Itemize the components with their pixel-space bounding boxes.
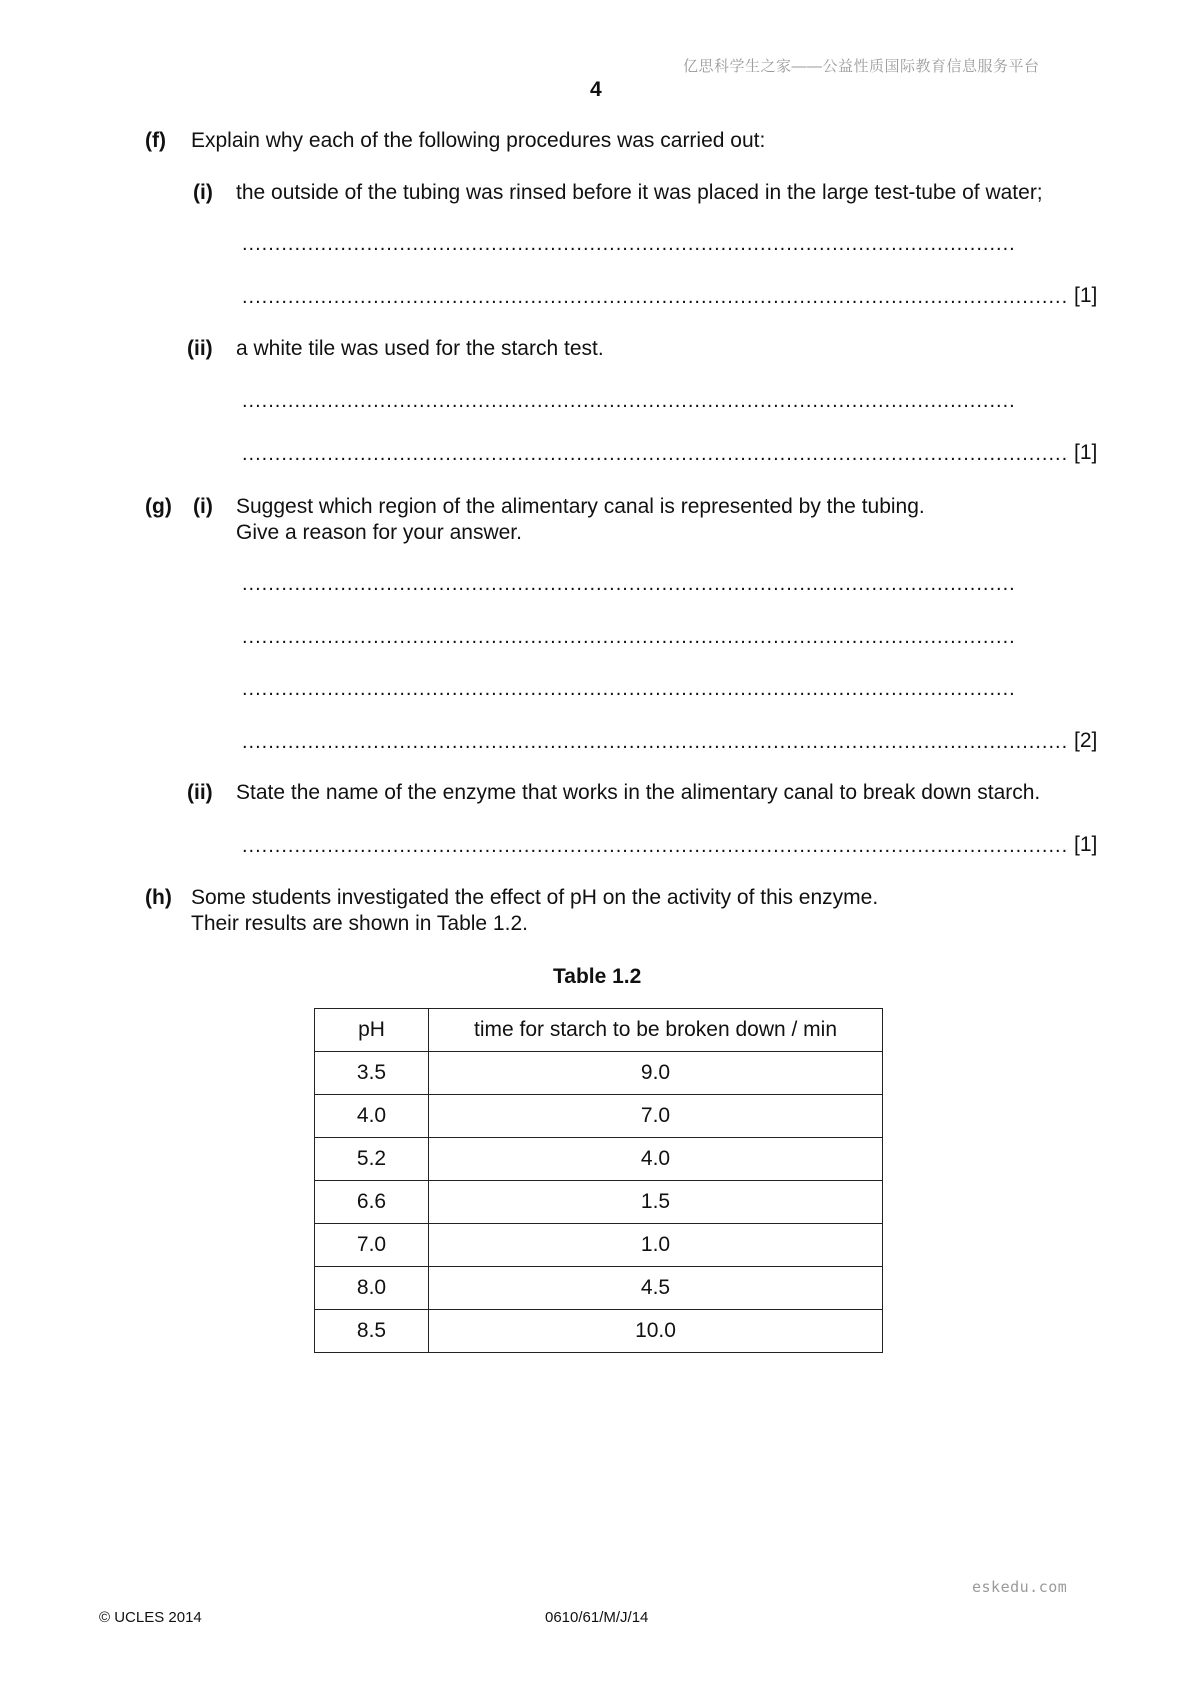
question-h-line2: Their results are shown in Table 1.2. [191, 912, 528, 935]
results-table [314, 1008, 883, 1353]
question-g-label: (g) [145, 495, 172, 518]
table-header: time for starch to be broken down / min [429, 1009, 883, 1052]
question-f-ii-text: a white tile was used for the starch test. [236, 337, 604, 360]
answer-line[interactable] [242, 233, 1014, 255]
answer-line[interactable] [242, 443, 1069, 465]
question-f-text: Explain why each of the following procedures was carried out: [191, 129, 766, 152]
table-row [315, 1052, 883, 1095]
ph-cell: 6.6 [315, 1181, 429, 1224]
question-g-ii-text: State the name of the enzyme that works in the alimentary canal to break down starch. [236, 781, 1041, 804]
table-row [315, 1224, 883, 1267]
ph-cell: 8.0 [315, 1267, 429, 1310]
question-g-ii-label: (ii) [187, 781, 213, 804]
ph-cell: 7.0 [315, 1224, 429, 1267]
question-g-i-label: (i) [193, 495, 213, 518]
ph-cell: 5.2 [315, 1138, 429, 1181]
table-row [315, 1181, 883, 1224]
question-f-ii-label: (ii) [187, 337, 213, 360]
page-number: 4 [590, 78, 602, 101]
time-cell: 1.5 [429, 1181, 883, 1224]
answer-line[interactable] [242, 286, 1069, 308]
answer-line[interactable] [242, 390, 1014, 412]
table-row [315, 1267, 883, 1310]
ph-cell: 4.0 [315, 1095, 429, 1138]
table-header: pH [315, 1009, 429, 1052]
ph-cell: 3.5 [315, 1052, 429, 1095]
question-f-i-label: (i) [193, 181, 213, 204]
time-cell: 10.0 [429, 1310, 883, 1353]
time-cell: 1.0 [429, 1224, 883, 1267]
question-g-i-line2: Give a reason for your answer. [236, 521, 522, 544]
time-cell: 7.0 [429, 1095, 883, 1138]
footer-copyright: © UCLES 2014 [99, 1609, 202, 1626]
mark-g-ii: [1] [1074, 833, 1098, 856]
mark-g-i: [2] [1074, 729, 1098, 752]
answer-line[interactable] [242, 678, 1014, 700]
mark-f-i: [1] [1074, 284, 1098, 307]
table-title: Table 1.2 [553, 965, 642, 988]
mark-f-ii: [1] [1074, 441, 1098, 464]
table-row [315, 1095, 883, 1138]
table-row [315, 1138, 883, 1181]
watermark-top: 亿思科学生之家——公益性质国际教育信息服务平台 [683, 58, 1040, 75]
ph-cell: 8.5 [315, 1310, 429, 1353]
answer-line[interactable] [242, 731, 1069, 753]
watermark-bottom: eskedu.com [972, 1578, 1068, 1596]
question-h-line1: Some students investigated the effect of pH on the activity of this enzyme. [191, 886, 879, 909]
table-row [315, 1310, 883, 1353]
answer-line[interactable] [242, 835, 1069, 857]
question-f-i-text: the outside of the tubing was rinsed before it was placed in the large test-tube of water; [236, 181, 1043, 204]
time-cell: 4.0 [429, 1138, 883, 1181]
question-g-i-line1: Suggest which region of the alimentary canal is represented by the tubing. [236, 495, 925, 518]
answer-line[interactable] [242, 626, 1014, 648]
time-cell: 9.0 [429, 1052, 883, 1095]
question-f-label: (f) [145, 129, 166, 152]
table-header-row [315, 1009, 883, 1052]
time-cell: 4.5 [429, 1267, 883, 1310]
footer-code: 0610/61/M/J/14 [545, 1609, 649, 1626]
answer-line[interactable] [242, 573, 1014, 595]
question-h-label: (h) [145, 886, 172, 909]
